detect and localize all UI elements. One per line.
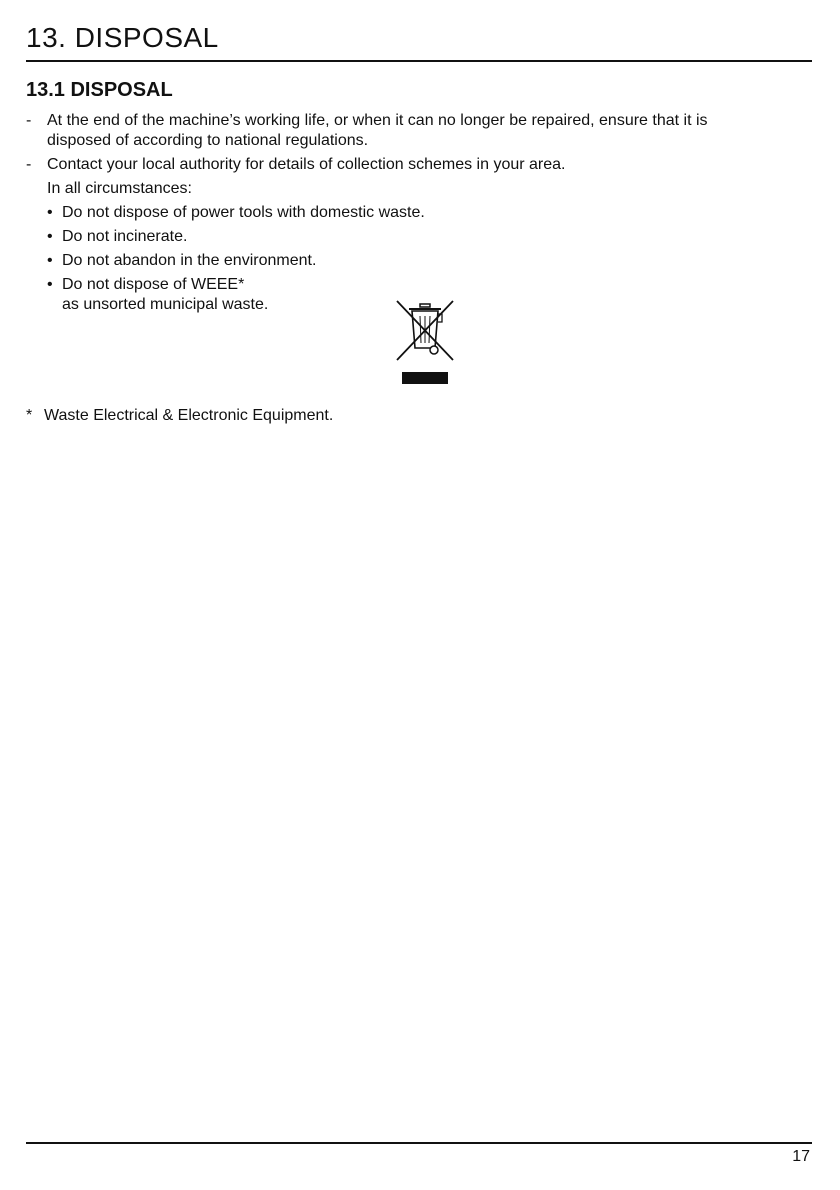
footnote-marker: * [26,407,33,424]
title-divider [26,60,812,62]
list-item-text: At the end of the machine’s working life, or when it can no longer be repaired, ensure that it is [47,112,708,129]
bullet-text: Do not incinerate. [62,228,188,245]
section-title: 13.1 DISPOSAL [26,79,173,101]
list-marker: - [26,156,32,173]
weee-crossed-bin-icon [393,298,457,388]
footnote-text: Waste Electrical & Electronic Equipment. [44,407,334,424]
bullet-marker: • [47,204,53,221]
bullet-text: as unsorted municipal waste. [62,296,269,313]
bullet-text: Do not dispose of power tools with domestic waste. [62,204,425,221]
bullet-marker: • [47,276,53,293]
bullet-text: Do not dispose of WEEE* [62,276,245,293]
list-item-text: Contact your local authority for details of collection schemes in your area. [47,156,566,173]
circumstances-label: In all circumstances: [47,180,192,197]
bullet-text: Do not abandon in the environment. [62,252,317,269]
list-item-text: disposed of according to national regulations. [47,132,369,149]
footer-divider [26,1142,812,1144]
chapter-title: 13. DISPOSAL [26,22,219,53]
list-marker: - [26,112,32,129]
bullet-marker: • [47,228,53,245]
bullet-marker: • [47,252,53,269]
page-number: 17 [792,1148,810,1165]
